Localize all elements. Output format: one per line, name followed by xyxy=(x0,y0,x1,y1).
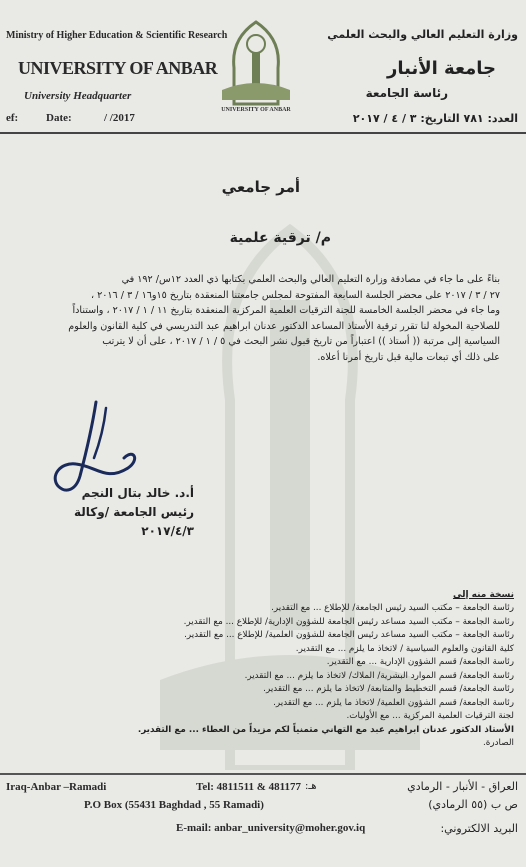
handwritten-signature xyxy=(36,398,156,498)
university-arabic: جامعة الأنبار xyxy=(386,58,496,79)
signer-date: ٢٠١٧/٤/٣ xyxy=(141,524,194,538)
footer-pobox: P.O Box (55431 Baghdad , 55 Ramadi) xyxy=(84,799,264,811)
ministry-arabic: وزارة التعليم العالي والبحث العلمي xyxy=(327,28,518,41)
presidency-arabic: رئاسة الجامعة xyxy=(365,86,448,100)
list-item: رئاسة الجامعة/ قسم الموارد البشرية/ الملاك/ لاتخاذ ما يلزم ... مع التقدير. xyxy=(244,670,514,681)
list-item: رئاسة الجامعة – مكتب السيد رئيس الجامعة/ للإطلاع ... مع التقدير. xyxy=(271,603,514,613)
footer-address-english: Iraq-Anbar –Ramadi xyxy=(6,781,107,793)
body-line: ٢٧ / ٣ / ٢٠١٧ على محضر الجلسة السابعة المفتوحة لمجلس جامعتنا المنعقدة بتاريخ ١٥و١٦ / ٣ / ٢٠١٦ ، xyxy=(90,289,500,301)
date-label: Date: xyxy=(46,112,72,124)
list-item: رئاسة الجامعة/ قسم الشؤون العلمية/ لاتخاذ ما يلزم ... مع التقدير. xyxy=(273,697,514,708)
reference-row xyxy=(0,112,526,132)
signer-block xyxy=(44,484,194,541)
ministry-english: Ministry of Higher Education & Scientific Research xyxy=(6,30,228,41)
signer-name: أ.د. خالد بتال النجم xyxy=(81,486,194,500)
footer-email-label-arabic: البريد الالكتروني: xyxy=(440,822,518,835)
list-item: رئاسة الجامعة – مكتب السيد مساعد رئيس الجامعة للشؤون العلمية/ للإطلاع ... مع التقدير. xyxy=(184,630,514,640)
ref-arabic: العدد: ٧٨١ التاريخ: ٣ / ٤ / ٢٠١٧ xyxy=(352,112,518,125)
footer-pobox-arabic: ص ب (٥٥ الرمادي) xyxy=(428,798,518,811)
footer-phone-mark: هـ: xyxy=(305,781,317,792)
university-logo-icon xyxy=(214,20,298,112)
footer-address-arabic: العراق - الأنبار - الرمادي xyxy=(407,780,518,793)
list-item: الصادرة. xyxy=(482,738,514,748)
headquarter-english: University Headquarter xyxy=(24,90,132,102)
footer-telephone: Tel: 4811511 & 481177 xyxy=(196,781,302,793)
footer-divider xyxy=(0,773,526,775)
footer-email: E-mail: anbar_university@moher.gov.iq xyxy=(176,822,366,834)
list-item: الأستاذ الدكتور عدنان ابراهيم عبد مع التهاني متمنياً لكم مزيداً من العطاء ... مع التقدير. xyxy=(137,724,514,735)
body-line: بناءً على ما جاء في مصادقة وزارة التعليم العالي والبحث العلمي بكتابها ذي العدد ١٢س/ ١٩٢ في xyxy=(121,274,500,285)
list-item: لجنة الترقيات العلمية المركزية ... مع الأوليات. xyxy=(346,711,514,721)
copies-list xyxy=(74,602,514,751)
body-line: وما جاء في محضر الجلسة الخامسة للجنة الترقيات العلمية المركزية المنعقدة بتاريخ ١١ / ١ / ٢٠١٧ ، واستناداً xyxy=(72,305,500,316)
document-subject: م/ ترقية علمية xyxy=(229,230,331,246)
ref-label: ef: xyxy=(6,112,19,124)
date-value: / /2017 xyxy=(104,112,135,124)
list-item: رئاسة الجامعة/ قسم التخطيط والمتابعة/ لاتخاذ ما يلزم ... مع التقدير. xyxy=(263,684,514,694)
copies-heading: نسخة منه إلى xyxy=(452,590,514,600)
list-item: رئاسة الجامعة – مكتب السيد مساعد رئيس الجامعة للشؤون الإدارية/ للإطلاع ... مع التقدير. xyxy=(183,616,514,627)
logo-caption: UNIVERSITY OF ANBAR xyxy=(221,107,291,112)
list-item: رئاسة الجامعة/ قسم الشؤون الإدارية ... مع التقدير. xyxy=(326,657,514,667)
header-divider xyxy=(0,132,526,134)
signer-role: رئيس الجامعة /وكالة xyxy=(74,505,194,519)
body-line: السياسية إلى مرتبة (( أستاذ )) اعتباراً من تاريخ قبول نشر البحث في ٥ / ١ / ٢٠١٧ ، على أن لا يترتب xyxy=(102,336,500,347)
body-line: على ذلك أي تبعات مالية قبل تاريخ أمرنا أعلاه. xyxy=(317,351,500,363)
document-title: أمر جامعي xyxy=(221,178,300,196)
document-body xyxy=(26,272,500,365)
body-line: للصلاحية المخولة لنا تقرر ترقية الأستاذ المساعد الدكتور عدنان ابراهيم عبد التدريسي في كلية القانون والعلوم xyxy=(68,320,500,332)
university-english: UNIVERSITY OF ANBAR xyxy=(18,58,218,78)
list-item: كلية القانون والعلوم السياسية / لاتخاذ ما يلزم ... مع التقدير. xyxy=(295,643,514,654)
